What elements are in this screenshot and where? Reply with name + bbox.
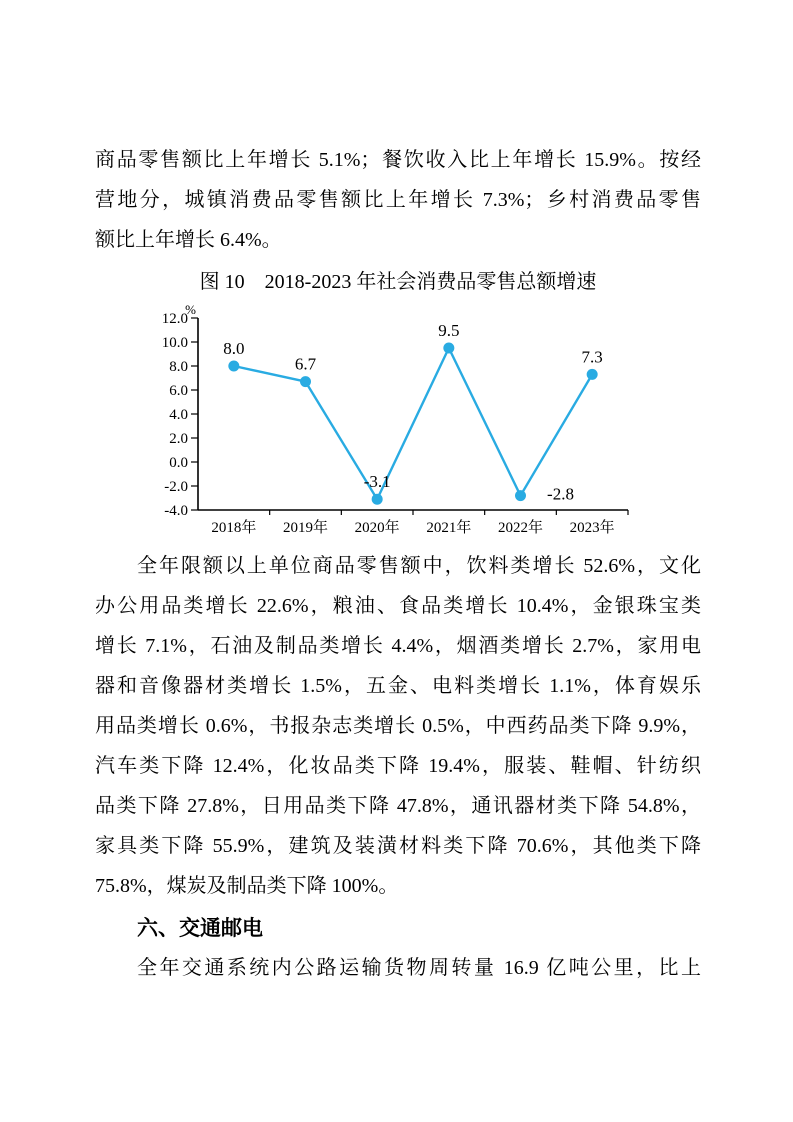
data-point-label: 8.0 [223, 339, 245, 358]
text-line: 商品零售额比上年增长 5.1%；餐饮收入比上年增长 15.9%。按经 [95, 149, 701, 171]
data-point-label: 9.5 [438, 321, 460, 340]
text-line: 用品类增长 0.6%，书报杂志类增长 0.5%，中西药品类下降 9.9%， [95, 715, 701, 737]
text-line: 器和音像器材类增长 1.5%，五金、电料类增长 1.1%，体育娱乐 [95, 675, 701, 697]
y-tick-label: 4.0 [169, 407, 188, 423]
figure-caption: 图 10 2018-2023 年社会消费品零售总额增速 [199, 271, 597, 293]
data-point [372, 494, 383, 505]
text-line: 全年交通系统内公路运输货物周转量 16.9 亿吨公里，比上 [137, 957, 701, 979]
y-tick-label: 6.0 [169, 383, 188, 399]
y-tick-label: 8.0 [169, 359, 188, 375]
series-line [234, 348, 592, 499]
text-line: 汽车类下降 12.4%，化妆品类下降 19.4%，服装、鞋帽、针纺织 [95, 755, 701, 777]
paragraph-retail-categories [95, 546, 701, 906]
page-content [95, 140, 701, 988]
line-chart [128, 300, 701, 540]
y-tick-label: 12.0 [161, 311, 188, 327]
data-point-label: 7.3 [581, 347, 603, 367]
text-line: 额比上年增长 6.4%。 [95, 229, 282, 251]
section-heading: 六、交通邮电 [137, 917, 263, 940]
x-category-label: 2020年 [354, 520, 400, 536]
text-line: 办公用品类增长 22.6%，粮油、食品类增长 10.4%，金银珠宝类 [95, 595, 701, 617]
text-line: 增长 7.1%，石油及制品类增长 4.4%，烟酒类增长 2.7%，家用电 [95, 635, 701, 657]
data-point-label: 6.7 [294, 354, 317, 374]
text-line: 75.8%，煤炭及制品类下降 100%。 [95, 875, 399, 897]
line-chart-svg [128, 300, 668, 540]
text-line: 品类下降 27.8%，日用品类下降 47.8%，通讯器材类下降 54.8%， [95, 795, 701, 817]
data-point [228, 361, 239, 372]
x-category-label: 2021年 [426, 520, 472, 536]
data-point-label: -2.8 [547, 484, 574, 504]
paragraph-retail-growth [95, 140, 701, 260]
data-point [300, 376, 311, 387]
text-line: 营地分，城镇消费品零售额比上年增长 7.3%；乡村消费品零售 [95, 189, 701, 211]
data-point [515, 490, 526, 501]
y-tick-label: -2.0 [164, 479, 188, 495]
x-category-label: 2022年 [497, 520, 544, 536]
data-point-label: -3.1 [363, 472, 391, 492]
paragraph-transport [95, 948, 701, 988]
text-line: 全年限额以上单位商品零售额中，饮料类增长 52.6%，文化 [137, 555, 701, 577]
text-line: 家具类下降 55.9%，建筑及装潢材料类下降 70.6%，其他类下降 [95, 835, 701, 857]
x-category-label: 2018年 [211, 520, 257, 536]
x-category-label: 2019年 [282, 520, 329, 536]
x-category-label: 2023年 [569, 520, 615, 536]
y-tick-label: 0.0 [169, 455, 188, 471]
y-unit-label: % [185, 302, 196, 317]
data-point [587, 369, 598, 380]
data-point [443, 343, 454, 354]
y-tick-label: 10.0 [161, 335, 188, 351]
y-tick-label: 2.0 [169, 431, 188, 447]
y-tick-label: -4.0 [164, 503, 188, 519]
